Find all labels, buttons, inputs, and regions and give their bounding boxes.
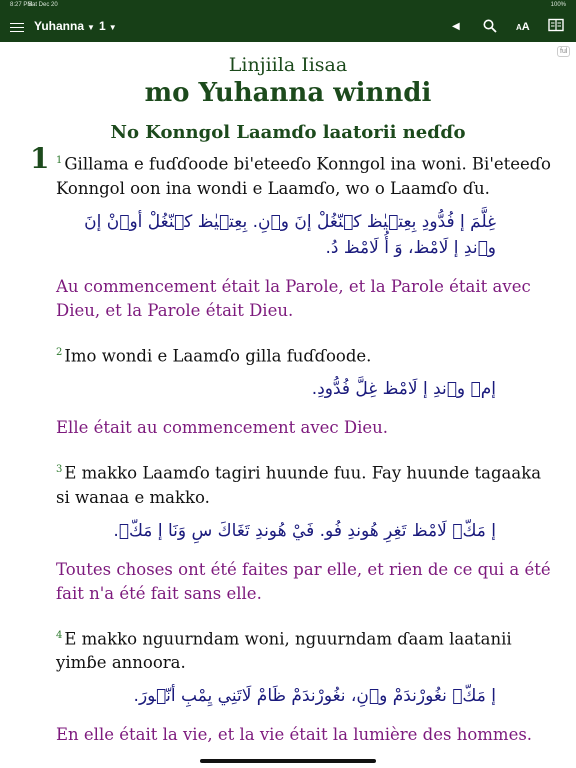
book-title-line1: Linjiila Iisaa <box>228 54 348 76</box>
reading-pane[interactable] <box>0 42 576 765</box>
verse-arabic: غِلَّمَ إ فُدُّودِ بِعِتٖيٰظ كٜنّغُلْ إنَ وٜنِ. بِعِتٖيٰظ كٜنّغُلْ أوٜنْ إنَ وٜندِ إ لَامْظ، وَ أُ لَامْظ دُ. <box>84 211 496 258</box>
verse-text: Gillama e fuɗɗoode bi'eteeɗo Konngol ina woni. Bi'eteeɗo Konngol oon ina wondi e Laamɗo, wo o Laamɗo ɗu. <box>56 154 551 198</box>
text-size-icon[interactable]: AA <box>516 21 530 33</box>
menu-icon[interactable] <box>10 20 24 32</box>
verse-number: 4 <box>56 629 63 641</box>
verse-arabic: إ مَكّٜ لَامْظ تَغِرِ هُوندِ فُو. فَيْ هُوندِ تَغَاكَ سِ وَنَا إ مَكّٜ. <box>113 520 496 541</box>
home-indicator[interactable] <box>200 759 376 763</box>
book-layout-icon[interactable] <box>548 18 564 36</box>
verse-number: 3 <box>56 464 63 475</box>
verse-arabic: إمٜ وٜندِ إ لَامْظ غِلَّ فُدُّودِ. <box>311 379 496 399</box>
status-date: Sat Dec 20 <box>28 2 58 8</box>
verse-text: E makko Laamɗo tagiri huunde fuu. Fay huunde tagaaka si wanaa e makko. <box>56 463 542 507</box>
verse-text: E makko nguurndam woni, nguurndam ɗaam laatanii yimɓe annoora. <box>56 629 512 672</box>
status-time: 8:27 PM <box>10 2 33 8</box>
chapter-selector[interactable] <box>99 19 117 33</box>
verse-number: 1 <box>56 155 63 166</box>
speaker-icon[interactable]: ◀ <box>452 21 460 32</box>
verse-number: 2 <box>56 346 63 358</box>
book-title-line2: mo Yuhanna winndi <box>144 78 432 108</box>
verse-french: En elle était la vie, et la vie était la lumière des hommes. <box>56 725 533 744</box>
chevron-down-icon: ▼ <box>108 23 117 32</box>
verse-3[interactable] <box>0 458 576 510</box>
chapter-name: 1 <box>99 19 106 33</box>
verse-2[interactable] <box>0 341 576 369</box>
chapter-number: 1 <box>30 142 50 175</box>
verse-text: Imo wondi e Laamɗo gilla fuɗɗoode. <box>64 346 372 365</box>
language-badge[interactable]: ful <box>557 46 570 57</box>
verse-1[interactable] <box>0 142 576 201</box>
search-icon[interactable] <box>483 19 497 37</box>
book-name: Yuhanna <box>34 19 85 33</box>
verse-french: Au commencement était la Parole, et la Parole était avec Dieu, et la Parole était Dieu. <box>56 276 531 320</box>
verse-arabic: إ مَكّٜ نغُورْندَمْ وٜنِ، نغُورْندَمْ ظَامْ لَاتَنِي يِمْبِ أنّٜورَ. <box>133 686 496 706</box>
book-selector[interactable] <box>34 19 95 33</box>
verse-french: Elle était au commencement avec Dieu. <box>56 418 389 437</box>
verse-french: Toutes choses ont été faites par elle, et rien de ce qui a été fait n'a été fait sans elle. <box>56 559 551 603</box>
status-bar <box>0 0 576 12</box>
status-battery: 100% <box>550 2 566 8</box>
section-heading: No Konngol Laamɗo laatorii neɗɗo <box>110 122 466 143</box>
verse-4[interactable] <box>0 624 576 676</box>
top-toolbar <box>0 12 576 42</box>
chevron-down-icon: ▼ <box>87 23 95 32</box>
